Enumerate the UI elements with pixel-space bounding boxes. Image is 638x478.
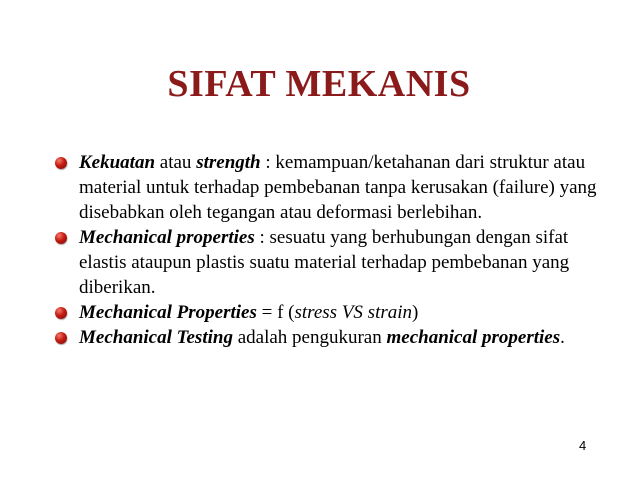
bullet-item-mechanical-testing xyxy=(55,325,615,350)
bullet-term-secondary: strength xyxy=(196,152,261,173)
page-number: 4 xyxy=(579,438,587,453)
bullet-icon xyxy=(55,157,67,169)
bullet-icon xyxy=(55,332,67,344)
bullet-text: adalah pengukuran xyxy=(232,327,387,348)
bullet-term: Mechanical Testing xyxy=(79,327,233,348)
bullet-text: . xyxy=(560,327,565,348)
bullet-term: Mechanical properties xyxy=(79,227,255,248)
bullet-term: Kekuatan xyxy=(79,152,156,173)
bullet-term-secondary: mechanical properties xyxy=(386,327,561,348)
bullet-term-secondary: stress VS strain xyxy=(294,302,413,323)
bullet-text: atau xyxy=(155,152,197,173)
bullet-item-mechanical-properties-formula xyxy=(55,300,615,325)
bullet-icon xyxy=(55,307,67,319)
bullet-text: : sesuatu yang berhubungan dengan sifat elastis ataupun plastis suatu material terhadap pembebanan yang diberikan. xyxy=(79,227,570,298)
bullet-item-mechanical-properties xyxy=(55,225,615,300)
bullet-text: ) xyxy=(412,302,419,323)
bullet-text: : kemampuan/ketahanan dari struktur atau material untuk terhadap pembebanan tanpa kerusakan (failure) yang disebabkan oleh tegangan atau deformasi berlebihan. xyxy=(79,152,597,223)
bullet-text: = f ( xyxy=(256,302,295,323)
bullet-list xyxy=(55,150,615,350)
bullet-icon xyxy=(55,232,67,244)
bullet-term: Mechanical Properties xyxy=(79,302,257,323)
bullet-item-kekuatan xyxy=(55,150,615,225)
slide-title: SIFAT MEKANIS xyxy=(167,63,471,105)
